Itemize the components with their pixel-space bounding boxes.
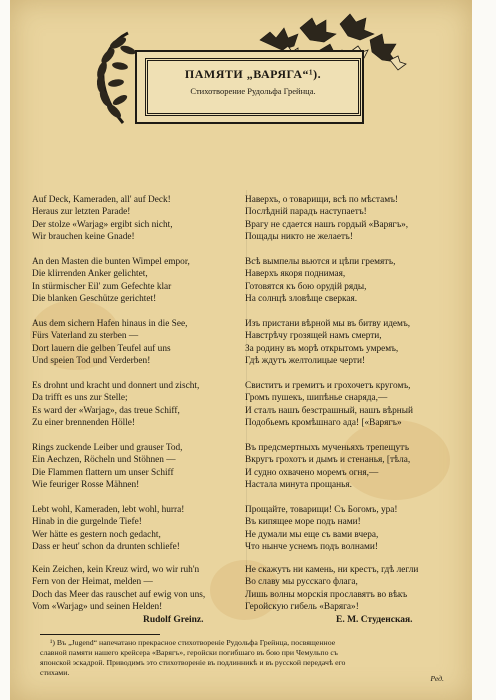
verse-line: Doch das Meer das rauschet auf ewig von uns, xyxy=(32,589,206,600)
verse-line: Vom «Warjag» und seinen Helden! xyxy=(32,601,163,612)
footnote-line: славной памяти нашего крейсера «Варягъ», геройски погибшаго въ бою при Чемульпо съ xyxy=(40,648,338,657)
verse-line: Что нынче уснемъ подъ волнами! xyxy=(245,541,378,552)
verse-line: Kein Zeichen, kein Kreuz wird, wo wir ruh'n xyxy=(32,565,200,575)
translator-signature: Е. М. Студенская. xyxy=(336,615,413,625)
verse-line: Rings zuckende Leiber und grauser Tod, xyxy=(32,443,183,453)
verse-line: Lebt wohl, Kameraden, lebt wohl, hurra! xyxy=(32,505,185,515)
verse-line: На солнцѣ зловѣще сверкая. xyxy=(245,293,358,304)
german-stanza xyxy=(32,504,247,553)
verse-line: Наверхъ якоря поднимая, xyxy=(245,269,346,280)
german-stanza xyxy=(32,318,247,367)
verse-line: Fürs Vaterland zu sterben — xyxy=(32,331,139,342)
german-stanza xyxy=(32,194,247,243)
verse-line: Ein Aechzen, Röcheln und Stöhnen — xyxy=(32,455,176,466)
russian-stanza xyxy=(245,442,467,491)
title-ornament xyxy=(80,10,410,130)
verse-line: Въ предсмертныхъ мученьяхъ трепещутъ xyxy=(245,443,410,453)
verse-line: Настала минута прощанья. xyxy=(245,479,352,490)
verse-line: За родину въ морѣ открытомъ умремъ, xyxy=(245,343,399,354)
german-stanza xyxy=(32,380,247,429)
verse-line: Der stolze «Warjag» ergibt sich nicht, xyxy=(32,219,173,230)
german-column xyxy=(32,194,247,614)
footnote-line: ¹) Въ „Jugend“ напечатано прекрасное стихотвореніе Рудольфа Грейнца, посвященное xyxy=(50,638,336,647)
verse-line: Wir brauchen keine Gnade! xyxy=(32,231,135,242)
poem-subtitle: Стихотворение Рудольфа Грейнца. xyxy=(190,86,316,96)
verse-line: Прощайте, товарищи! Съ Богомъ, ура! xyxy=(245,505,398,515)
verse-line: Пощады никто не желаетъ! xyxy=(245,231,353,242)
verse-line: Aus dem sichern Hafen hinaus in die See, xyxy=(32,319,188,329)
russian-stanza xyxy=(245,504,467,553)
verse-line: Лишь волны морскія прославятъ во вѣкъ xyxy=(245,589,408,600)
verse-line: Hinab in die gurgelnde Tiefe! xyxy=(32,517,142,528)
verse-line: Zu einer brennenden Hölle! xyxy=(32,417,135,428)
verse-line: Не скажутъ ни камень, ни крестъ, гдѣ легли xyxy=(245,565,419,575)
verse-line: Подобьемъ кромѣшнаго ада! [«Варягъ» xyxy=(245,417,402,428)
verse-line: Dass er heut' schon da drunten schliefe! xyxy=(32,541,180,552)
magazine-page xyxy=(10,0,472,700)
footnote xyxy=(40,638,450,678)
verse-line: Навстрѣчу грозящей намъ смерти, xyxy=(245,331,382,342)
verse-line: Готовятся къ бою орудій ряды, xyxy=(245,281,367,292)
verse-line: Во славу мы русскаго флага, xyxy=(245,577,358,588)
verse-line: Врагу не сдается нашъ гордый «Варягъ», xyxy=(245,219,409,230)
verse-line: Die blanken Geschütze gerichtet! xyxy=(32,293,157,304)
russian-column xyxy=(245,194,467,614)
verse-line: Es ward der «Warjag», das treue Schiff, xyxy=(32,405,180,416)
russian-stanza xyxy=(245,318,467,367)
verse-line: И судно охвачено моремъ огня,— xyxy=(245,467,379,478)
verse-line: Изъ пристани вѣрной мы въ битву идемъ, xyxy=(245,319,411,329)
verse-line: Не думали мы еще съ вами вчера, xyxy=(245,529,379,540)
editor-mark: Ред. xyxy=(430,674,444,683)
verse-line: Наверхъ, о товарищи, всѣ по мѣстамъ! xyxy=(245,195,398,205)
footnote-line: японской эскадрой. Приводимъ это стихотвореніе въ подлинникѣ и въ русской передачѣ его xyxy=(40,658,346,667)
footnote-rule xyxy=(40,634,160,635)
verse-line: Гдѣ ждутъ желтолицые черти! xyxy=(245,355,366,366)
russian-stanza xyxy=(245,564,467,613)
german-stanza xyxy=(32,256,247,305)
german-stanza xyxy=(32,442,247,491)
russian-stanza xyxy=(245,194,467,243)
verse-line: Es drohnt und kracht und donnert und zischt, xyxy=(32,381,200,391)
verse-line: In stürmischer Eil' zum Gefechte klar xyxy=(32,281,172,292)
verse-line: Die Flammen flattern um unser Schiff xyxy=(32,467,174,478)
verse-line: Послѣдній парадъ наступаетъ! xyxy=(245,207,367,218)
verse-line: Геройскую гибель «Варяга»! xyxy=(245,601,359,612)
verse-line: Dort lauern die gelben Teufel auf uns xyxy=(32,343,171,354)
poem-title: ПАМЯТИ „ВАРЯГА“¹). xyxy=(184,67,322,81)
verse-line: Und speien Tod und Verderben! xyxy=(32,355,151,366)
verse-line: Da trifft es uns zur Stelle; xyxy=(32,393,128,404)
verse-line: Свиститъ и гремитъ и грохочетъ кругомъ, xyxy=(245,381,411,391)
verse-line: Die klirrenden Anker gelichtet, xyxy=(32,269,148,280)
russian-stanza xyxy=(245,380,467,429)
german-stanza xyxy=(32,564,247,613)
russian-stanza xyxy=(245,256,467,305)
verse-line: И сталъ нашъ безстрашный, нашъ вѣрный xyxy=(245,405,413,416)
verse-line: Wer hätte es gestern noch gedacht, xyxy=(32,529,161,540)
footnote-line: стихами. xyxy=(40,668,70,677)
verse-line: An den Masten die bunten Wimpel empor, xyxy=(32,257,190,267)
verse-line: Громъ пушекъ, шипѣнье снаряда,— xyxy=(245,393,388,404)
verse-line: Въ кипящее море подъ нами! xyxy=(245,517,361,528)
verse-line: Auf Deck, Kameraden, all' auf Deck! xyxy=(32,195,171,205)
german-author-signature: Rudolf Greinz. xyxy=(143,615,204,625)
verse-line: Heraus zur letzten Parade! xyxy=(32,207,131,218)
verse-line: Wie feuriger Rosse Mähnen! xyxy=(32,479,140,490)
verse-line: Fern von der Heimat, melden — xyxy=(32,577,153,588)
title-frame xyxy=(145,58,361,116)
verse-line: Вкругъ грохотъ и дымъ и стенанья, [тѣла, xyxy=(245,455,411,466)
verse-line: Всѣ вымпелы вьются и цѣпи гремятъ, xyxy=(245,257,396,267)
